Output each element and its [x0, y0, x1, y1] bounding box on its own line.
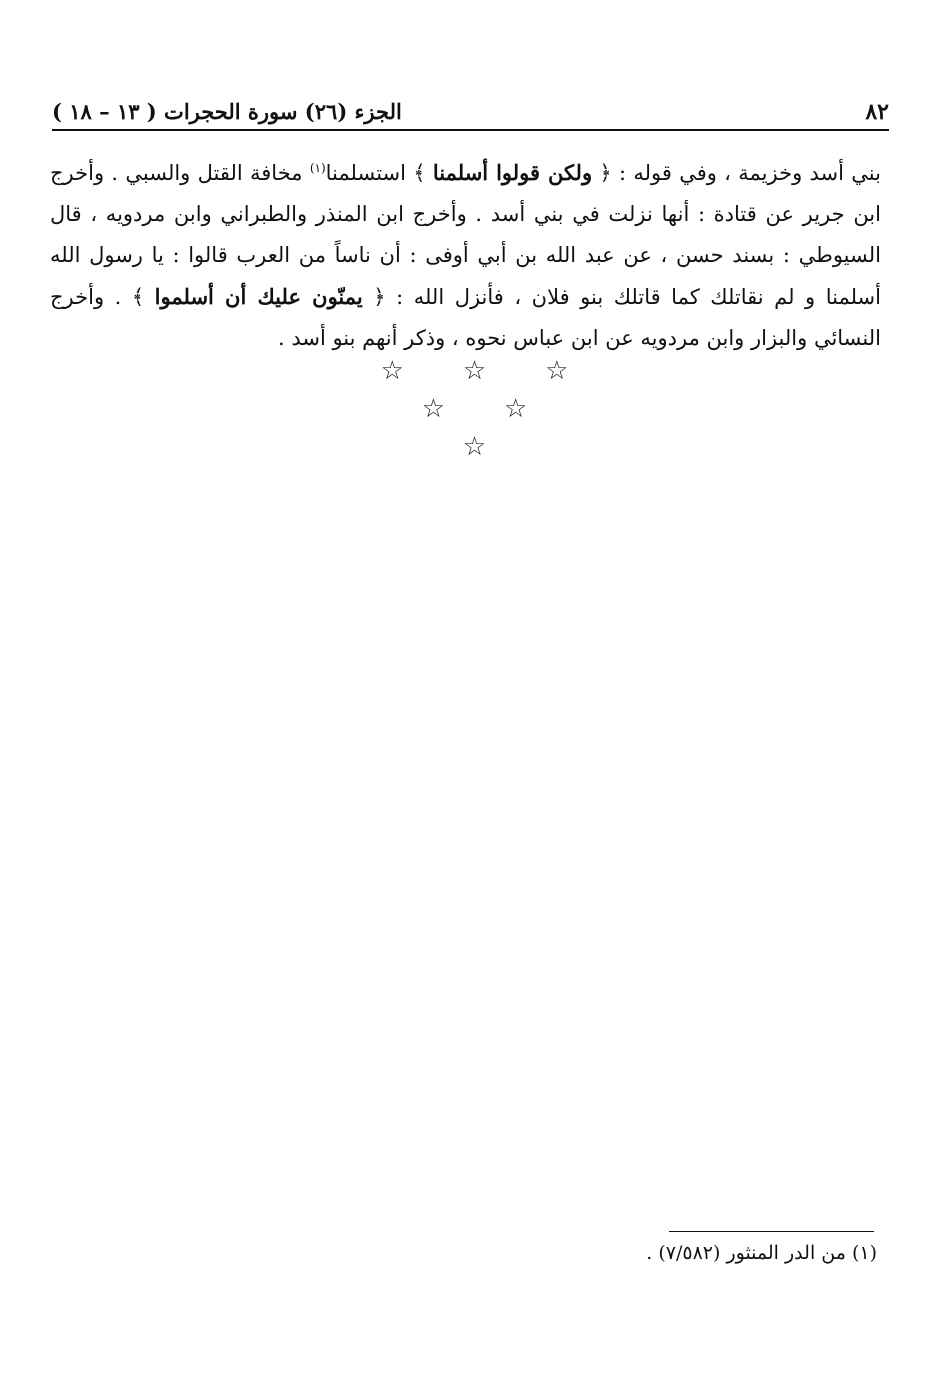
- running-head: الجزء (٢٦) سورة الحجرات ( ١٣ – ١٨ ): [52, 99, 402, 124]
- text-segment: مخافة القتل والسبي . وأخرج ابن جرير عن قتادة : أنها نزلت في بني أسد . وأخرج ابن المنذر والطبراني وابن مردويه ، قال السيوطي : بسند حسن ، عن عبد الله بن أبي أوفى : أن ناساً من العرب قالوا : يا رسول الله أسلمنا و لم نقاتلك كما قاتلك بنو فلان ، فأنزل الله : ﴿: [50, 161, 881, 309]
- footnote: (١) من الدر المنثور (٧/٥٨٢) .: [646, 1242, 877, 1264]
- star-icon: ☆: [545, 356, 569, 386]
- text-segment: ﴾ استسلمنا: [325, 161, 426, 185]
- footnote-marker[interactable]: (١): [309, 161, 326, 175]
- page-header: [52, 95, 889, 131]
- page-number: ٨٢: [865, 99, 889, 125]
- star-icon: ☆: [380, 356, 404, 386]
- star-icon: ☆: [462, 356, 487, 386]
- text-segment: بني أسد وخزيمة ، وفي قوله : ﴿: [599, 161, 881, 185]
- quran-quote-2: يمنّون عليك أن أسلموا: [154, 284, 363, 309]
- main-paragraph: [50, 152, 881, 359]
- star-icon: ☆: [421, 394, 446, 424]
- section-ornament: [0, 356, 949, 470]
- footnote-divider: [669, 1231, 874, 1232]
- star-icon: ☆: [503, 394, 528, 424]
- star-icon: ☆: [462, 432, 487, 462]
- text-segment: ﴾ . وأخرج النسائي والبزار وابن مردويه عن ابن عباس نحوه ، وذكر أنهم بنو أسد .: [50, 285, 881, 350]
- quran-quote-1: ولكن قولوا أسلمنا: [432, 160, 593, 185]
